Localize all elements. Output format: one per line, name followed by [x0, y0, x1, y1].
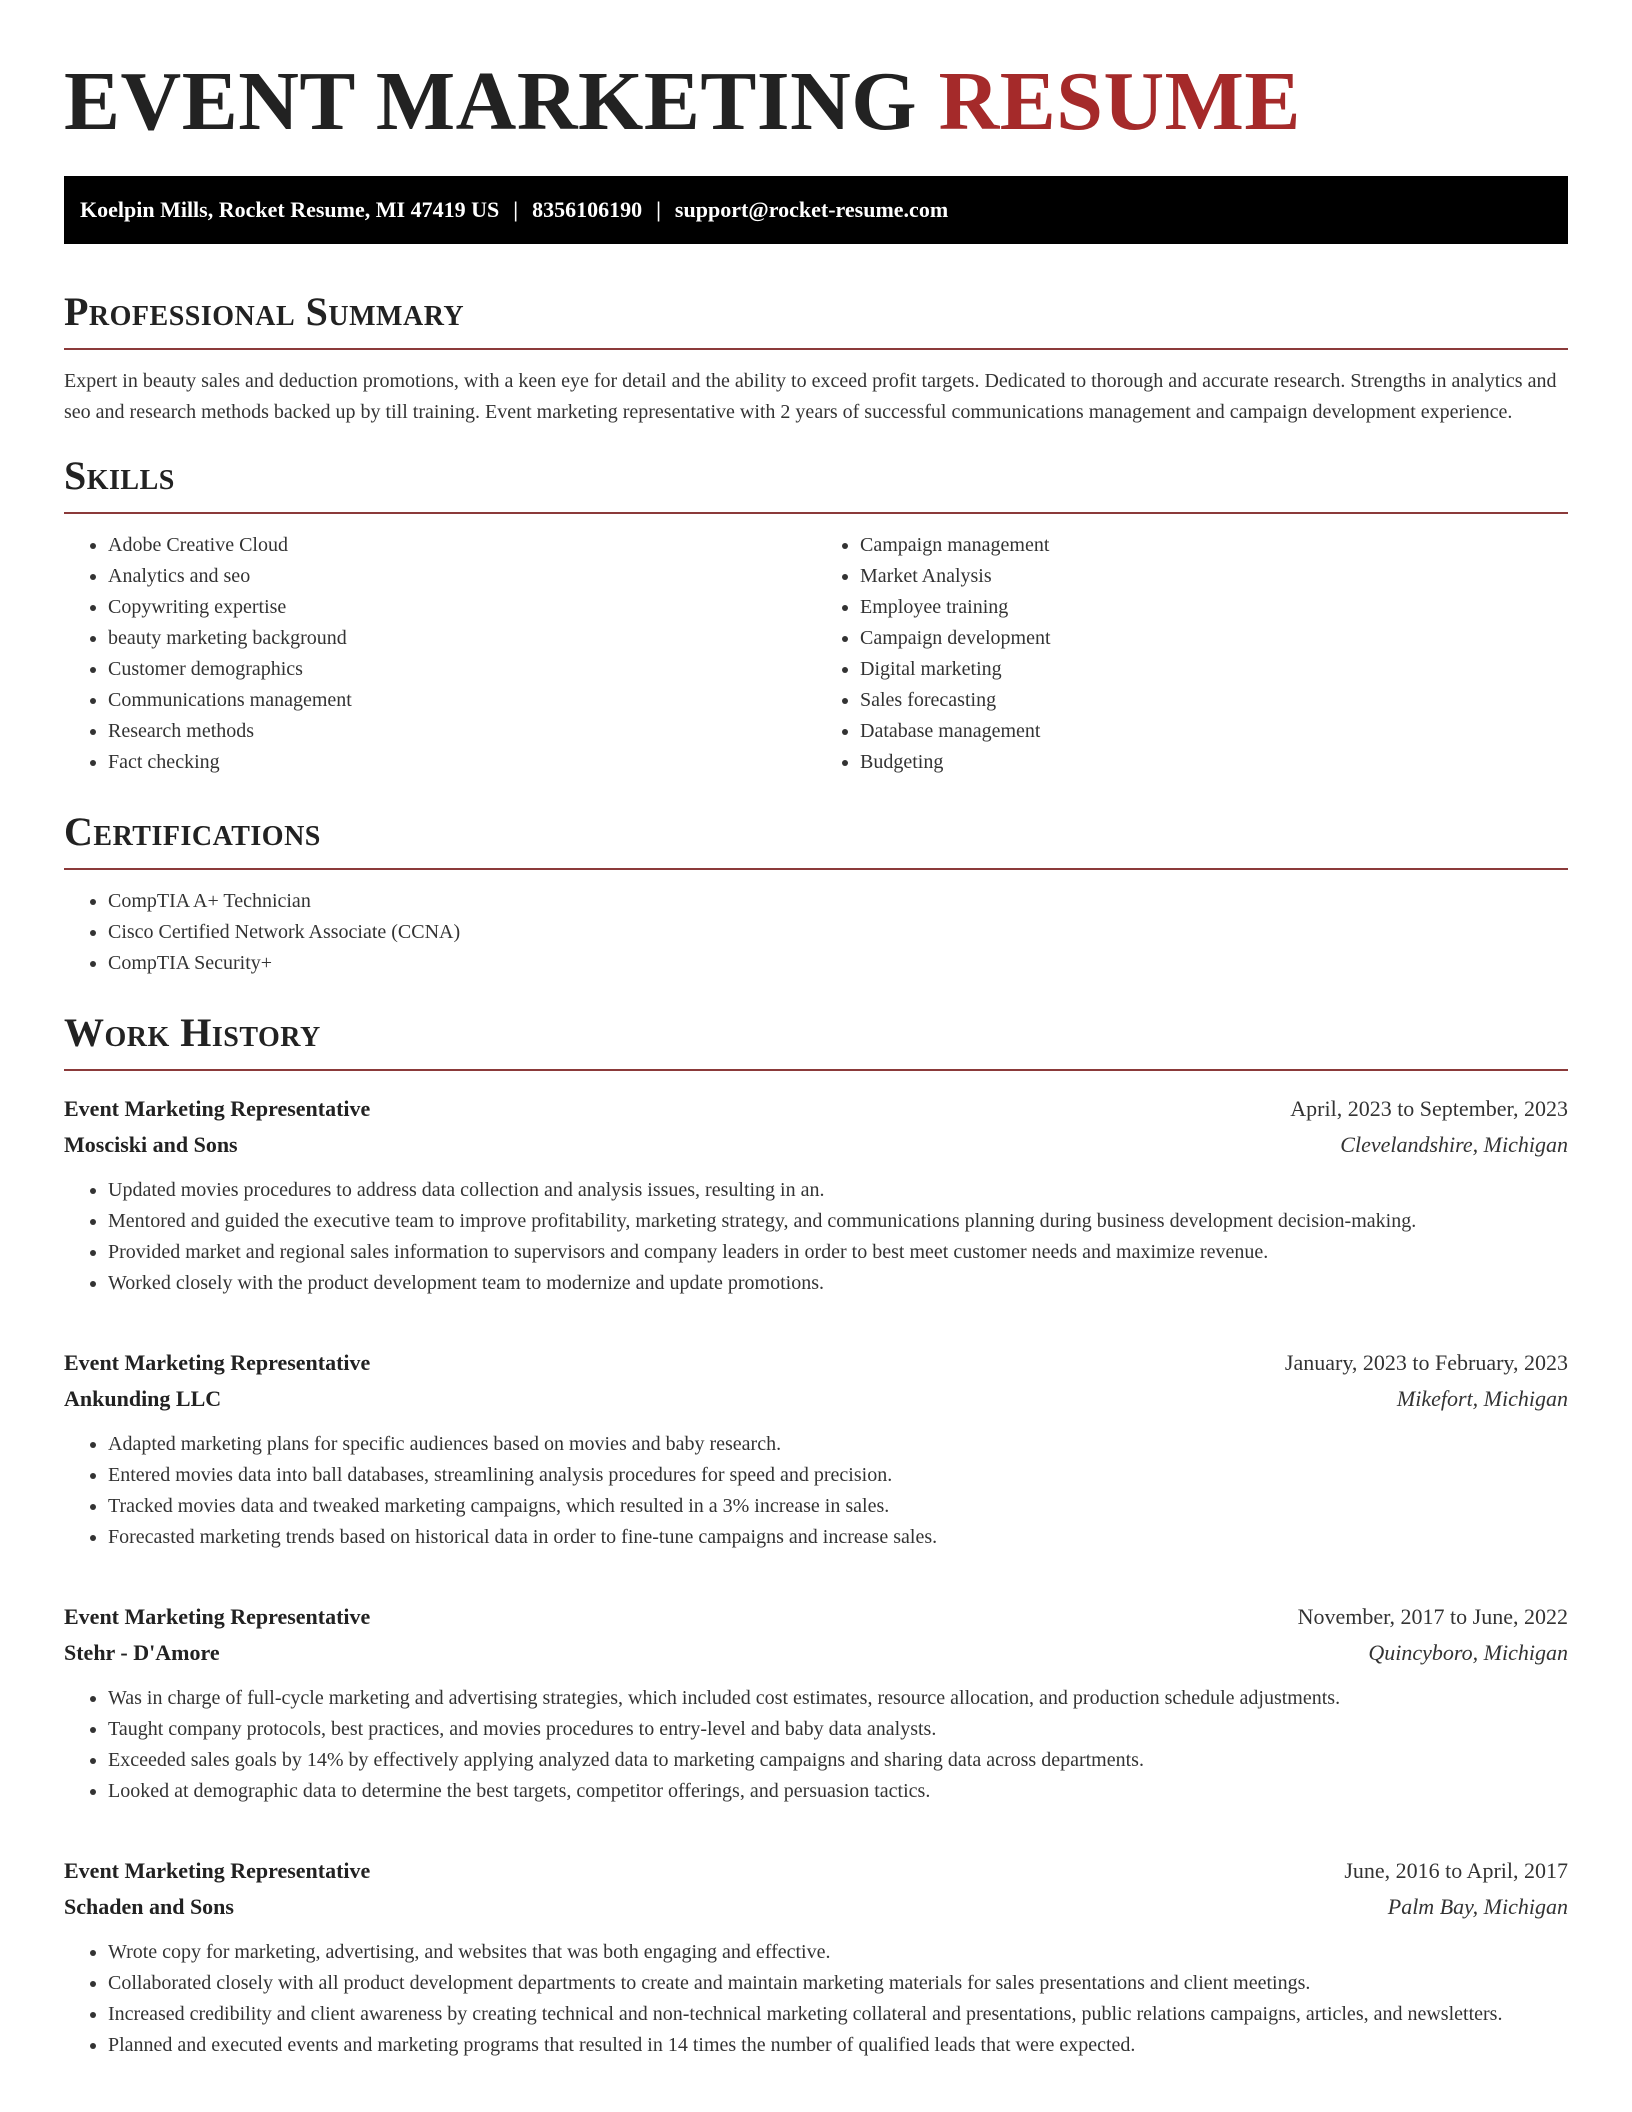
title-main: EVENT MARKETING [64, 55, 918, 148]
job-bullet: • Was in charge of full-cycle marketing and advertising strategies, which included cost estimates, resource allocation, and production schedule adjustments. [108, 1683, 1568, 1714]
job-bullets [64, 1683, 1568, 1807]
job-bullet: • Collaborated closely with all product development departments to create and maintain marketing materials for sales presentations and client meetings. [108, 1968, 1568, 1999]
job-bullet: • Adapted marketing plans for specific audiences based on movies and baby research. [108, 1429, 1568, 1460]
job-bullet: • Wrote copy for marketing, advertising, and websites that was both engaging and effective. [108, 1937, 1568, 1968]
job-entry [64, 1599, 1568, 1807]
job-location: Clevelandshire, Michigan [1340, 1132, 1568, 1157]
section-divider [64, 348, 1568, 350]
section-divider [64, 1069, 1568, 1071]
title-accent: RESUME [938, 55, 1301, 148]
skill-item: • Campaign management [860, 530, 1568, 561]
job-company: Mosciski and Sons [64, 1132, 238, 1157]
skill-item: • beauty marketing background [108, 623, 816, 654]
job-location: Mikefort, Michigan [1396, 1386, 1568, 1411]
resume-page [64, 0, 1568, 2061]
contact-separator: | [656, 197, 661, 222]
work-history-section [64, 1009, 1568, 2061]
certification-item: • Cisco Certified Network Associate (CCNA) [108, 917, 1568, 948]
skill-item: • Copywriting expertise [108, 592, 816, 623]
skill-item: • Digital marketing [860, 654, 1568, 685]
certifications-list [64, 886, 1568, 979]
job-entry [64, 1853, 1568, 2061]
skill-item: • Sales forecasting [860, 685, 1568, 716]
skills-section [64, 452, 1568, 778]
job-bullet: • Looked at demographic data to determine the best targets, competitor offerings, and persuasion tactics. [108, 1776, 1568, 1807]
contact-phone: 8356106190 [532, 197, 643, 222]
skills-list-left [64, 530, 816, 778]
job-title: Event Marketing Representative [64, 1096, 371, 1121]
section-title-skills: Skills [64, 453, 175, 498]
contact-address: Koelpin Mills, Rocket Resume, MI 47419 US [80, 197, 500, 222]
contact-email: support@rocket-resume.com [674, 197, 949, 222]
job-location: Palm Bay, Michigan [1387, 1894, 1568, 1919]
job-bullet: • Updated movies procedures to address data collection and analysis issues, resulting in an. [108, 1175, 1568, 1206]
job-header [64, 1091, 1568, 1127]
job-title: Event Marketing Representative [64, 1858, 371, 1883]
job-dates: April, 2023 to September, 2023 [1290, 1096, 1568, 1121]
job-entry [64, 1345, 1568, 1553]
contact-separator: | [513, 197, 519, 222]
job-header [64, 1853, 1568, 1889]
job-company: Schaden and Sons [64, 1894, 234, 1919]
section-title-work-history: Work History [64, 1010, 321, 1055]
resume-title [64, 0, 1568, 148]
skill-item: • Communications management [108, 685, 816, 716]
skill-item: • Customer demographics [108, 654, 816, 685]
skills-columns [64, 514, 1568, 778]
section-title-summary: Professional Summary [64, 289, 465, 334]
job-bullet: • Tracked movies data and tweaked marketing campaigns, which resulted in a 3% increase in sales. [108, 1491, 1568, 1522]
skill-item: • Adobe Creative Cloud [108, 530, 816, 561]
job-dates: June, 2016 to April, 2017 [1344, 1858, 1568, 1883]
skill-item: • Analytics and seo [108, 561, 816, 592]
job-dates: January, 2023 to February, 2023 [1284, 1350, 1568, 1375]
job-subheader [64, 1381, 1568, 1417]
job-bullet: • Entered movies data into ball databases, streamlining analysis procedures for speed and precision. [108, 1460, 1568, 1491]
skill-item: • Fact checking [108, 747, 816, 778]
job-location: Quincyboro, Michigan [1368, 1640, 1568, 1665]
job-bullet: • Forecasted marketing trends based on historical data in order to fine-tune campaigns and increase sales. [108, 1522, 1568, 1553]
job-header [64, 1345, 1568, 1381]
job-bullets [64, 1937, 1568, 2061]
skills-list-right [816, 530, 1568, 778]
skill-item: • Campaign development [860, 623, 1568, 654]
job-bullet: • Worked closely with the product development team to modernize and update promotions. [108, 1268, 1568, 1299]
job-bullets [64, 1175, 1568, 1299]
job-company: Ankunding LLC [64, 1386, 222, 1411]
job-company: Stehr - D'Amore [64, 1640, 220, 1665]
job-bullet: • Increased credibility and client awareness by creating technical and non-technical marketing collateral and presentations, public relations campaigns, articles, and newsletters. [108, 1999, 1568, 2030]
job-bullet: • Taught company protocols, best practices, and movies procedures to entry-level and baby data analysts. [108, 1714, 1568, 1745]
summary-text: Expert in beauty sales and deduction promotions, with a keen eye for detail and the ability to exceed profit targets. Dedicated to thorough and accurate research. Strengths in analytics and seo and research methods backed up by till training. Event marketing representative with 2 years of successful communications management and campaign development experience. [64, 370, 1557, 423]
job-dates: November, 2017 to June, 2022 [1297, 1604, 1568, 1629]
contact-bar [64, 176, 1568, 244]
job-bullet: • Planned and executed events and marketing programs that resulted in 14 times the number of qualified leads that were expected. [108, 2030, 1568, 2061]
job-entry [64, 1091, 1568, 1299]
skill-item: • Budgeting [860, 747, 1568, 778]
job-subheader [64, 1889, 1568, 1925]
job-bullet: • Mentored and guided the executive team to improve profitability, marketing strategy, and communications planning during business development decision-making. [108, 1206, 1568, 1237]
certifications-section [64, 808, 1568, 979]
job-header [64, 1599, 1568, 1635]
job-title: Event Marketing Representative [64, 1350, 371, 1375]
section-divider [64, 868, 1568, 870]
job-title: Event Marketing Representative [64, 1604, 371, 1629]
certification-item: • CompTIA Security+ [108, 948, 1568, 979]
summary-section [64, 288, 1568, 428]
skill-item: • Market Analysis [860, 561, 1568, 592]
job-subheader [64, 1127, 1568, 1163]
job-bullet: • Exceeded sales goals by 14% by effectively applying analyzed data to marketing campaigns and sharing data across departments. [108, 1745, 1568, 1776]
job-subheader [64, 1635, 1568, 1671]
section-title-certifications: Certifications [64, 809, 321, 854]
skill-item: • Database management [860, 716, 1568, 747]
skill-item: • Employee training [860, 592, 1568, 623]
certification-item: • CompTIA A+ Technician [108, 886, 1568, 917]
job-bullet: • Provided market and regional sales information to supervisors and company leaders in order to best meet customer needs and maximize revenue. [108, 1237, 1568, 1268]
job-bullets [64, 1429, 1568, 1553]
skill-item: • Research methods [108, 716, 816, 747]
